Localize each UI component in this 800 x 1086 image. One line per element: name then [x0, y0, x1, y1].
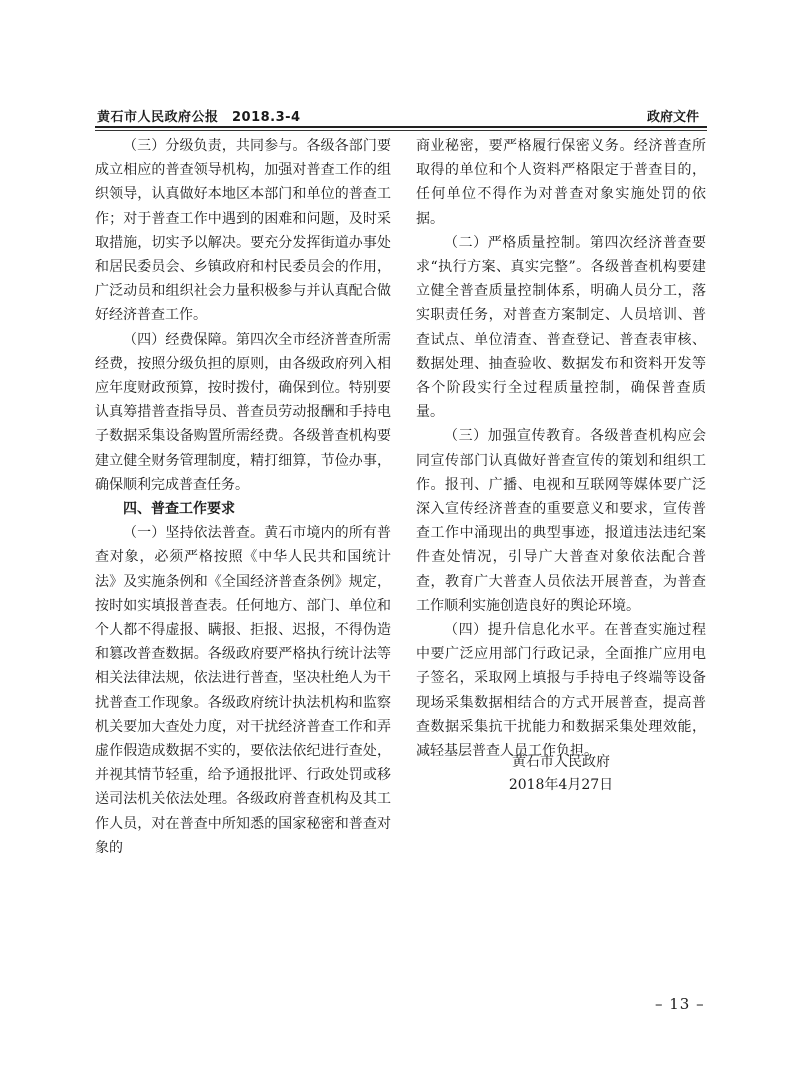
section-label: 政府文件 — [646, 110, 699, 125]
paragraph-confidentiality: 商业秘密，要严格履行保密义务。经济普查所取得的单位和个人资料严格限定于普查目的，任何单位不得作为对普查对象实施处罚的依据。 — [416, 138, 706, 227]
right-column — [416, 134, 706, 763]
paragraph-informatization: （四）提升信息化水平。在普查实施过程中要广泛应用部门行政记录，全面推广应用电子签名，采取网上填报与手持电子终端等设备现场采集数据相结合的方式开展普查，提高普查数据采集抗干扰能力和数据采集处理效能，减轻基层普查人员工作负担。 — [416, 622, 706, 760]
section-heading: 四、普查工作要求 — [123, 501, 235, 518]
header-rule-thin — [95, 130, 707, 131]
page-number: – 13 – — [655, 995, 705, 1013]
paragraph-lawful-census: （一）坚持依法普查。黄石市境内的所有普查对象，必须严格按照《中华人民共和国统计法》及实施条例和《全国经济普查条例》规定，按时如实填报普查表。任何地方、部门、单位和个人都不得虚报、瞒报、拒报、迟报，不得伪造和篡改普查数据。各级政府要严格执行统计法等相关法律法规，依法进行普查，坚决杜绝人为干扰普查工作现象。各级政府统计执法机构和监察机关要加大查处力度，对干扰经济普查工作和弄虚作假造成数据不实的，要依法依纪进行查处，并视其情节轻重，给予通报批评、行政处罚或移送司法机关依法处理。各级政府普查机构及其工作人员，对在普查中所知悉的国家秘密和普查对象的 — [95, 525, 391, 856]
paragraph-graded-responsibility: （三）分级负责，共同参与。各级各部门要成立相应的普查领导机构，加强对普查工作的组织领导，认真做好本地区本部门和单位的普查工作；对于普查工作中遇到的困难和问题，及时采取措施，切实予以解决。要充分发挥街道办事处和居民委员会、乡镇政府和村民委员会的作用，广泛动员和组织社会力量积极参与并认真配合做好经济普查工作。 — [95, 138, 391, 324]
paragraph-quality-control: （二）严格质量控制。第四次经济普查要求“执行方案、真实完整”。各级普查机构要建立健全普查质量控制体系，明确人员分工，落实职责任务，对普查方案制定、人员培训、普查试点、单位清查、普查登记、普查表审核、数据处理、抽查验收、数据发布和资料开发等各个阶段实行全过程质量控制，确保普查质量。 — [416, 234, 706, 421]
signature-date: 2018年4月27日 — [508, 777, 614, 793]
publication-title: 黄石市人民政府公报 2018.3-4 — [97, 110, 301, 125]
paragraph-funding: （四）经费保障。第四次全市经济普查所需经费，按照分级负担的原则，由各级政府列入相应年度财政预算，按时拨付，确保到位。特别要认真筹措普查指导员、普查员劳动报酬和手持电子数据采集设备购置所需经费。各级普查机构要建立健全财务管理制度，精打细算，节俭办事，确保顺利完成普查任务。 — [95, 331, 391, 493]
header-rule — [95, 126, 707, 128]
running-header — [95, 106, 705, 124]
signature-organization: 黄石市人民政府 — [512, 754, 610, 770]
left-column — [95, 134, 391, 860]
paragraph-publicity: （三）加强宣传教育。各级普查机构应会同宣传部门认真做好普查宣传的策划和组织工作。报刊、广播、电视和互联网等媒体要广泛深入宣传经济普查的重要意义和要求，宣传普查工作中涌现出的典型事迹，报道违法违纪案件查处情况，引导广大普查对象依法配合普查，教育广大普查人员依法开展普查，为普查工作顺利实施创造良好的舆论环境。 — [416, 428, 706, 614]
